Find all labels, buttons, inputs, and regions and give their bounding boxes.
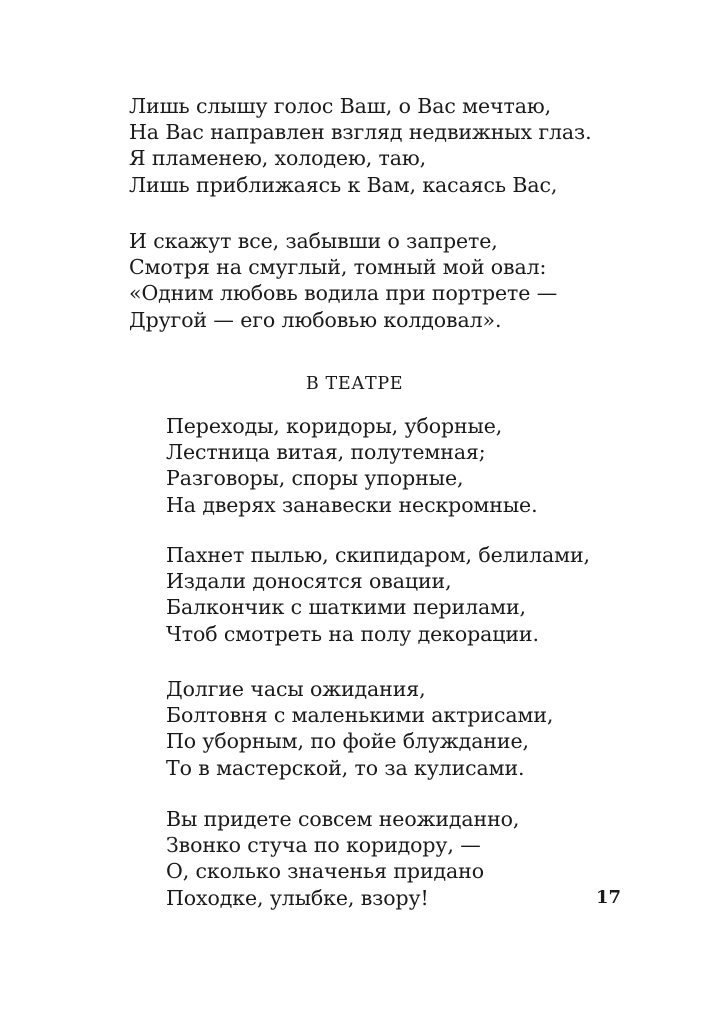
poem-line: Походке, улыбке, взору! xyxy=(166,885,429,910)
poem-line: Лишь слышу голос Ваш, о Вас мечтаю, xyxy=(129,94,551,118)
poem-line: И скажут все, забывши о запрете, xyxy=(129,229,498,253)
poem-stanza xyxy=(129,228,557,333)
poem-line: «Одним любовь водила при портрете — xyxy=(129,281,558,306)
poem-line: Пахнет пылью, скипидаром, белилами, xyxy=(166,543,590,567)
poem-line: Лишь приближаясь к Вам, касаясь Вас, xyxy=(129,172,558,197)
poem-line: Другой — его любовью колдовал». xyxy=(129,307,502,332)
poem-line: Вы придете совсем неожиданно, xyxy=(166,807,520,831)
poem-stanza xyxy=(166,542,590,647)
poem-line: О, сколько значенья придано xyxy=(166,859,484,884)
poem-line: Чтоб смотреть на полу декорации. xyxy=(166,621,539,646)
poem-stanza xyxy=(129,93,592,198)
poem-line: По уборным, по фойе блуждание, xyxy=(166,729,529,754)
poem-stanza xyxy=(166,413,538,518)
poem-stanza xyxy=(166,676,553,781)
poem-line: Разговоры, споры упорные, xyxy=(166,466,464,491)
poem-line: То в мастерской, то за кулисами. xyxy=(166,755,525,780)
poem-line: На дверях занавески нескромные. xyxy=(166,492,538,517)
poem-line: Долгие часы ожидания, xyxy=(166,677,426,701)
poem-title-text: В ТЕАТРЕ xyxy=(305,374,404,394)
poem-line: Звонко стуча по коридору, — xyxy=(166,833,481,858)
page-number: 17 xyxy=(596,887,622,908)
poem-title xyxy=(0,372,709,396)
poem-line: Я пламенею, холодею, таю, xyxy=(129,146,427,171)
poem-line: Переходы, коридоры, уборные, xyxy=(166,414,503,438)
poem-stanza xyxy=(166,806,519,911)
poem-line: На Вас направлен взгляд недвижных глаз. xyxy=(129,120,592,145)
poem-line: Издали доносятся овации, xyxy=(166,569,452,594)
poem-line: Балкончик с шаткими перилами, xyxy=(166,595,526,620)
poem-line: Лестница витая, полутемная; xyxy=(166,440,486,465)
poem-line: Смотря на смуглый, томный мой овал: xyxy=(129,255,547,280)
poem-line: Болтовня с маленькими актрисами, xyxy=(166,703,554,728)
